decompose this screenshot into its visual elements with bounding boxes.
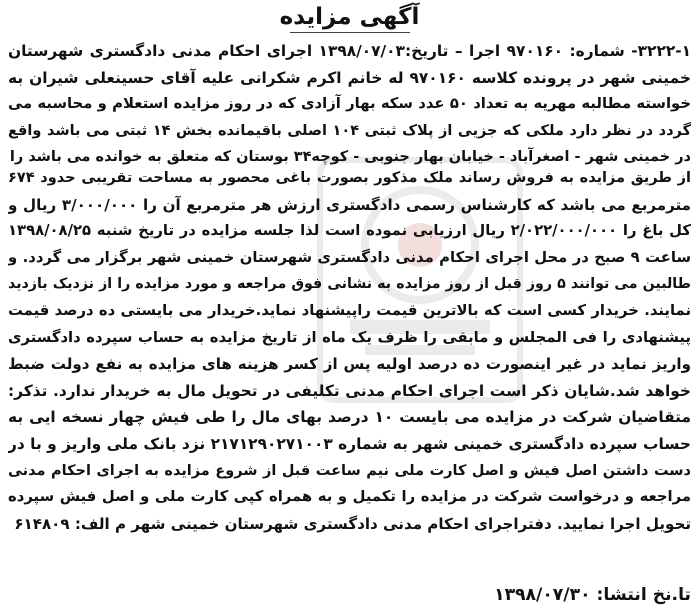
notice-title: آگهی مزایده [279,4,420,30]
text-line: مراجعه و درخواست شرکت در مزایده را تکمیل و به همراه کپی کارت ملی و اصل فیش سپرده [8,488,691,506]
text-line: واریز نماید در غیر اینصورت ده درصد اولیه پس از کسر هزینه های مزایده به نفع دولت ضبط [8,355,691,374]
text-line: از طریق مزایده به فروش رساند ملک مذکور بصورت باغی محصور به مساحت تقریبی حدود ۶۷۴ [8,170,691,186]
text-line: متقاضیان شرکت در مزایده می بایست ۱۰ درصد بهای مال را طی فیش چهار نسخه ایی به [8,408,691,427]
text-line: تحویل اجرا نمایید. دفتراجرای احکام مدنی دادگستری شهرستان خمینی شهر م الف: ۶۱۴۸۰۹ [14,514,691,533]
text-line: حساب سپرده دادگستری خمینی شهر به شماره ۲۱۷۱۲۹۰۲۷۱۰۰۳ نزد بانک ملی واریز و با در [8,434,691,453]
body-paragraph [8,165,691,537]
text-line: طالبین می توانند ۵ روز قبل از روز مزایده به نشانی فوق مراجعه و مورد مزایده را از نزدیک بازدید [8,276,691,293]
publish-date: تا.نخ انتشا: ۱۳۹۸/۰۷/۳۰ [494,585,691,605]
text-line: دست داشتن اصل فیش و اصل کارت ملی نیم ساعت قبل از شروع مزایده به اجرای احکام مدنی [8,462,691,479]
text-line: خمینی شهر در پرونده کلاسه ۹۷۰۱۶۰ له خانم اکرم شکرانی علیه آقای حسینعلی شیران به [8,68,691,87]
intro-paragraph [8,38,691,171]
text-line: خواسته مطالبه مهریه به تعداد ۵۰ عدد سکه بهار آزادی که در روز مزایده استعلام و محاسبه می [8,95,691,113]
title-divider [290,32,410,33]
text-line: کل باغ را ۲/۰۲۲/۰۰۰/۰۰۰ ریال ارزیابی نموده است لذا جلسه مزایده در تاریخ شنبه ۱۳۹۸/۰۸/۲۵ [8,222,691,240]
text-line: نمایند. خریدار کسی است که بالاترین قیمت راپیشنهاد نماید.خریدار می بایستی ده درصد قیمت [8,301,691,319]
text-line: پیشنهادی را فی المجلس و مابقی را ظرف یک ماه از تاریخ مزایده به حساب سپرده دادگستری [8,328,691,346]
text-line: گردد در نظر دارد ملکی که جزیی از پلاک ثبتی ۱۰۴ اصلی باقیمانده بخش ۱۴ ثبتی می باشد واقع [8,122,691,139]
text-line: ساعت ۹ صبح در محل اجرای احکام مدنی دادگستری شهرستان خمینی شهر برگزار می گردد. و [8,248,691,266]
text-line: خواهد شد.شایان ذکر است اجرای احکام مدنی تکلیفی در تحویل مال به خریدار ندارد. تذکر: [8,381,691,400]
text-line: در خمینی شهر - اصغرآباد - خیابان بهار جنوبی - کوچه۳۴ بوستان که متعلق به خوانده می باشد را [9,149,691,166]
text-line: مترمربع می باشد که کارشناس رسمی دادگستری ارزش هر مترمربع آن را ۳/۰۰۰/۰۰۰ ریال و [8,195,691,214]
text-line: ۳۲۲۲-۱- شماره: ۹۷۰۱۶۰ اجرا – تاریخ:۱۳۹۸/۰۷/۰۳ اجرای احکام مدنی دادگستری شهرستان [8,42,691,60]
